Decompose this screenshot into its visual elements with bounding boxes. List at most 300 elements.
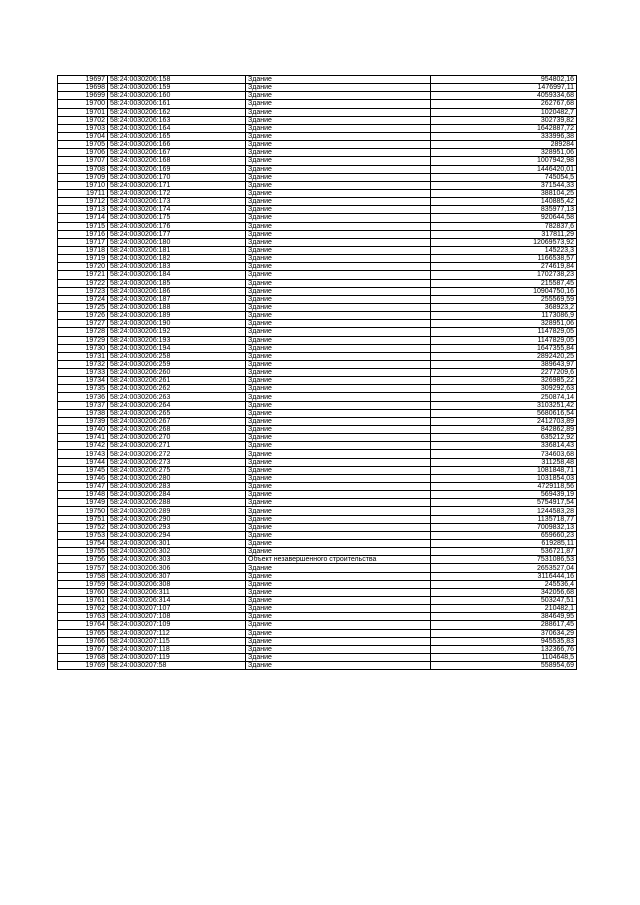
object-type-cell: Здание bbox=[246, 434, 431, 442]
cadastral-number-cell: 58:24:0030206:188 bbox=[108, 303, 246, 311]
row-number-cell: 19705 bbox=[58, 141, 108, 149]
row-number-cell: 19748 bbox=[58, 491, 108, 499]
object-type-cell: Здание bbox=[246, 181, 431, 189]
row-number-cell: 19739 bbox=[58, 417, 108, 425]
table-row bbox=[58, 222, 577, 230]
row-number-cell: 19741 bbox=[58, 434, 108, 442]
cadastral-number-cell: 58:24:0030207:112 bbox=[108, 629, 246, 637]
cadastral-number-cell: 58:24:0030206:182 bbox=[108, 255, 246, 263]
cadastral-value-cell: 1173086,9 bbox=[431, 312, 577, 320]
row-number-cell: 19713 bbox=[58, 206, 108, 214]
cadastral-number-cell: 58:24:0030206:176 bbox=[108, 222, 246, 230]
table-row bbox=[58, 295, 577, 303]
row-number-cell: 19751 bbox=[58, 515, 108, 523]
cadastral-number-cell: 58:24:0030206:314 bbox=[108, 597, 246, 605]
cadastral-number-cell: 58:24:0030206:192 bbox=[108, 328, 246, 336]
table-row bbox=[58, 385, 577, 393]
table-row bbox=[58, 92, 577, 100]
cadastral-number-cell: 58:24:0030206:267 bbox=[108, 417, 246, 425]
cadastral-number-cell: 58:24:0030206:311 bbox=[108, 588, 246, 596]
table-row bbox=[58, 141, 577, 149]
cadastral-value-cell: 1166538,57 bbox=[431, 255, 577, 263]
row-number-cell: 19758 bbox=[58, 572, 108, 580]
cadastral-value-cell: 619285,11 bbox=[431, 540, 577, 548]
table-row bbox=[58, 287, 577, 295]
object-type-cell: Здание bbox=[246, 580, 431, 588]
row-number-cell: 19734 bbox=[58, 377, 108, 385]
row-number-cell: 19733 bbox=[58, 369, 108, 377]
cadastral-number-cell: 58:24:0030206:164 bbox=[108, 124, 246, 132]
row-number-cell: 19753 bbox=[58, 531, 108, 539]
cadastral-value-cell: 145223,3 bbox=[431, 246, 577, 254]
row-number-cell: 19724 bbox=[58, 295, 108, 303]
cadastral-number-cell: 58:24:0030207:118 bbox=[108, 645, 246, 653]
object-type-cell: Здание bbox=[246, 246, 431, 254]
table-row bbox=[58, 401, 577, 409]
table-row bbox=[58, 597, 577, 605]
table-row bbox=[58, 246, 577, 254]
cadastral-value-cell: 503247,51 bbox=[431, 597, 577, 605]
table-row bbox=[58, 491, 577, 499]
cadastral-value-cell: 342056,68 bbox=[431, 588, 577, 596]
object-type-cell: Здание bbox=[246, 572, 431, 580]
cadastral-value-cell: 5680616,54 bbox=[431, 409, 577, 417]
cadastral-value-cell: 262767,68 bbox=[431, 100, 577, 108]
table-row bbox=[58, 303, 577, 311]
cadastral-number-cell: 58:24:0030206:288 bbox=[108, 499, 246, 507]
cadastral-number-cell: 58:24:0030206:306 bbox=[108, 564, 246, 572]
cadastral-number-cell: 58:24:0030206:170 bbox=[108, 173, 246, 181]
table-row bbox=[58, 198, 577, 206]
object-type-cell: Объект незавершенного строительства bbox=[246, 556, 431, 564]
object-type-cell: Здание bbox=[246, 328, 431, 336]
cadastral-value-cell: 954802,16 bbox=[431, 76, 577, 84]
cadastral-value-cell: 782837,6 bbox=[431, 222, 577, 230]
object-type-cell: Здание bbox=[246, 597, 431, 605]
cadastral-value-cell: 336814,43 bbox=[431, 442, 577, 450]
cadastral-number-cell: 58:24:0030206:163 bbox=[108, 116, 246, 124]
cadastral-number-cell: 58:24:0030206:265 bbox=[108, 409, 246, 417]
row-number-cell: 19704 bbox=[58, 132, 108, 140]
table-row bbox=[58, 360, 577, 368]
cadastral-number-cell: 58:24:0030206:181 bbox=[108, 246, 246, 254]
cadastral-value-cell: 569439,19 bbox=[431, 491, 577, 499]
table-row bbox=[58, 238, 577, 246]
table-row bbox=[58, 434, 577, 442]
table-row bbox=[58, 393, 577, 401]
cadastral-number-cell: 58:24:0030207:119 bbox=[108, 653, 246, 661]
table-row bbox=[58, 613, 577, 621]
object-type-cell: Здание bbox=[246, 637, 431, 645]
table-row bbox=[58, 653, 577, 661]
object-type-cell: Здание bbox=[246, 271, 431, 279]
row-number-cell: 19745 bbox=[58, 466, 108, 474]
cadastral-number-cell: 58:24:0030206:259 bbox=[108, 360, 246, 368]
cadastral-number-cell: 58:24:0030207:115 bbox=[108, 637, 246, 645]
row-number-cell: 19740 bbox=[58, 426, 108, 434]
cadastral-number-cell: 58:24:0030206:194 bbox=[108, 344, 246, 352]
row-number-cell: 19767 bbox=[58, 645, 108, 653]
table-row bbox=[58, 523, 577, 531]
cadastral-number-cell: 58:24:0030206:273 bbox=[108, 458, 246, 466]
cadastral-value-cell: 2412703,89 bbox=[431, 417, 577, 425]
cadastral-value-cell: 255569,59 bbox=[431, 295, 577, 303]
object-type-cell: Здание bbox=[246, 303, 431, 311]
cadastral-number-cell: 58:24:0030206:167 bbox=[108, 149, 246, 157]
object-type-cell: Здание bbox=[246, 165, 431, 173]
cadastral-value-cell: 328951,06 bbox=[431, 149, 577, 157]
cadastral-value-cell: 842862,89 bbox=[431, 426, 577, 434]
row-number-cell: 19727 bbox=[58, 320, 108, 328]
cadastral-value-cell: 3116444,16 bbox=[431, 572, 577, 580]
cadastral-number-cell: 58:24:0030206:175 bbox=[108, 214, 246, 222]
table-row bbox=[58, 263, 577, 271]
cadastral-number-cell: 58:24:0030206:160 bbox=[108, 92, 246, 100]
table-row bbox=[58, 499, 577, 507]
object-type-cell: Здание bbox=[246, 621, 431, 629]
table-row bbox=[58, 173, 577, 181]
cadastral-value-cell: 3103251,42 bbox=[431, 401, 577, 409]
object-type-cell: Здание bbox=[246, 474, 431, 482]
cadastral-number-cell: 58:24:0030206:284 bbox=[108, 491, 246, 499]
table-row bbox=[58, 426, 577, 434]
table-row bbox=[58, 483, 577, 491]
object-type-cell: Здание bbox=[246, 149, 431, 157]
row-number-cell: 19714 bbox=[58, 214, 108, 222]
row-number-cell: 19763 bbox=[58, 613, 108, 621]
table-row bbox=[58, 466, 577, 474]
cadastral-value-cell: 1081848,71 bbox=[431, 466, 577, 474]
row-number-cell: 19768 bbox=[58, 653, 108, 661]
row-number-cell: 19732 bbox=[58, 360, 108, 368]
object-type-cell: Здание bbox=[246, 108, 431, 116]
cadastral-number-cell: 58:24:0030206:261 bbox=[108, 377, 246, 385]
cadastral-value-cell: 1244583,28 bbox=[431, 507, 577, 515]
row-number-cell: 19756 bbox=[58, 556, 108, 564]
row-number-cell: 19725 bbox=[58, 303, 108, 311]
cadastral-number-cell: 58:24:0030206:260 bbox=[108, 369, 246, 377]
row-number-cell: 19716 bbox=[58, 230, 108, 238]
row-number-cell: 19760 bbox=[58, 588, 108, 596]
row-number-cell: 19737 bbox=[58, 401, 108, 409]
object-type-cell: Здание bbox=[246, 515, 431, 523]
object-type-cell: Здание bbox=[246, 499, 431, 507]
object-type-cell: Здание bbox=[246, 84, 431, 92]
cadastral-value-cell: 326985,22 bbox=[431, 377, 577, 385]
object-type-cell: Здание bbox=[246, 483, 431, 491]
table-row bbox=[58, 450, 577, 458]
cadastral-value-cell: 1135718,77 bbox=[431, 515, 577, 523]
cadastral-value-cell: 132366,76 bbox=[431, 645, 577, 653]
cadastral-number-cell: 58:24:0030206:258 bbox=[108, 352, 246, 360]
object-type-cell: Здание bbox=[246, 295, 431, 303]
cadastral-number-cell: 58:24:0030206:187 bbox=[108, 295, 246, 303]
cadastral-number-cell: 58:24:0030206:307 bbox=[108, 572, 246, 580]
cadastral-value-cell: 368923,2 bbox=[431, 303, 577, 311]
object-type-cell: Здание bbox=[246, 450, 431, 458]
cadastral-number-cell: 58:24:0030206:283 bbox=[108, 483, 246, 491]
cadastral-number-cell: 58:24:0030207:109 bbox=[108, 621, 246, 629]
table-row bbox=[58, 149, 577, 157]
table-row bbox=[58, 255, 577, 263]
cadastral-number-cell: 58:24:0030206:303 bbox=[108, 556, 246, 564]
table-row bbox=[58, 76, 577, 84]
table-row bbox=[58, 409, 577, 417]
row-number-cell: 19750 bbox=[58, 507, 108, 515]
cadastral-value-cell: 309292,63 bbox=[431, 385, 577, 393]
cadastral-value-cell: 7009832,13 bbox=[431, 523, 577, 531]
row-number-cell: 19735 bbox=[58, 385, 108, 393]
object-type-cell: Здание bbox=[246, 157, 431, 165]
cadastral-number-cell: 58:24:0030206:263 bbox=[108, 393, 246, 401]
table-row bbox=[58, 108, 577, 116]
cadastral-value-cell: 289284 bbox=[431, 141, 577, 149]
table-row bbox=[58, 312, 577, 320]
cadastral-value-cell: 2277209,6 bbox=[431, 369, 577, 377]
row-number-cell: 19718 bbox=[58, 246, 108, 254]
object-type-cell: Здание bbox=[246, 279, 431, 287]
object-type-cell: Здание bbox=[246, 189, 431, 197]
cadastral-number-cell: 58:24:0030207:58 bbox=[108, 662, 246, 670]
table-row bbox=[58, 189, 577, 197]
row-number-cell: 19720 bbox=[58, 263, 108, 271]
object-type-cell: Здание bbox=[246, 613, 431, 621]
table-row bbox=[58, 458, 577, 466]
table-row bbox=[58, 230, 577, 238]
cadastral-number-cell: 58:24:0030206:169 bbox=[108, 165, 246, 173]
row-number-cell: 19759 bbox=[58, 580, 108, 588]
object-type-cell: Здание bbox=[246, 312, 431, 320]
row-number-cell: 19757 bbox=[58, 564, 108, 572]
table-row bbox=[58, 507, 577, 515]
row-number-cell: 19752 bbox=[58, 523, 108, 531]
registry-table-body bbox=[58, 76, 577, 670]
cadastral-value-cell: 1104648,5 bbox=[431, 653, 577, 661]
cadastral-value-cell: 245536,4 bbox=[431, 580, 577, 588]
registry-table bbox=[57, 75, 577, 670]
object-type-cell: Здание bbox=[246, 369, 431, 377]
object-type-cell: Здание bbox=[246, 352, 431, 360]
cadastral-value-cell: 388104,25 bbox=[431, 189, 577, 197]
table-row bbox=[58, 336, 577, 344]
cadastral-number-cell: 58:24:0030206:270 bbox=[108, 434, 246, 442]
cadastral-number-cell: 58:24:0030206:275 bbox=[108, 466, 246, 474]
row-number-cell: 19764 bbox=[58, 621, 108, 629]
cadastral-value-cell: 1007942,98 bbox=[431, 157, 577, 165]
object-type-cell: Здание bbox=[246, 458, 431, 466]
cadastral-value-cell: 1020482,7 bbox=[431, 108, 577, 116]
cadastral-number-cell: 58:24:0030206:290 bbox=[108, 515, 246, 523]
object-type-cell: Здание bbox=[246, 540, 431, 548]
row-number-cell: 19701 bbox=[58, 108, 108, 116]
cadastral-value-cell: 10904750,16 bbox=[431, 287, 577, 295]
object-type-cell: Здание bbox=[246, 320, 431, 328]
cadastral-number-cell: 58:24:0030206:293 bbox=[108, 523, 246, 531]
object-type-cell: Здание bbox=[246, 100, 431, 108]
row-number-cell: 19729 bbox=[58, 336, 108, 344]
object-type-cell: Здание bbox=[246, 124, 431, 132]
cadastral-value-cell: 370634,29 bbox=[431, 629, 577, 637]
table-row bbox=[58, 369, 577, 377]
cadastral-number-cell: 58:24:0030206:173 bbox=[108, 198, 246, 206]
cadastral-number-cell: 58:24:0030206:262 bbox=[108, 385, 246, 393]
object-type-cell: Здание bbox=[246, 662, 431, 670]
table-row bbox=[58, 100, 577, 108]
cadastral-value-cell: 945535,83 bbox=[431, 637, 577, 645]
object-type-cell: Здание bbox=[246, 426, 431, 434]
object-type-cell: Здание bbox=[246, 336, 431, 344]
row-number-cell: 19746 bbox=[58, 474, 108, 482]
row-number-cell: 19755 bbox=[58, 548, 108, 556]
table-row bbox=[58, 417, 577, 425]
object-type-cell: Здание bbox=[246, 255, 431, 263]
table-row bbox=[58, 206, 577, 214]
object-type-cell: Здание bbox=[246, 263, 431, 271]
object-type-cell: Здание bbox=[246, 198, 431, 206]
object-type-cell: Здание bbox=[246, 605, 431, 613]
object-type-cell: Здание bbox=[246, 214, 431, 222]
cadastral-number-cell: 58:24:0030207:107 bbox=[108, 605, 246, 613]
cadastral-value-cell: 5754917,54 bbox=[431, 499, 577, 507]
cadastral-value-cell: 1147829,05 bbox=[431, 336, 577, 344]
cadastral-value-cell: 835977,13 bbox=[431, 206, 577, 214]
cadastral-number-cell: 58:24:0030206:183 bbox=[108, 263, 246, 271]
object-type-cell: Здание bbox=[246, 344, 431, 352]
object-type-cell: Здание bbox=[246, 377, 431, 385]
row-number-cell: 19719 bbox=[58, 255, 108, 263]
cadastral-number-cell: 58:24:0030206:177 bbox=[108, 230, 246, 238]
cadastral-value-cell: 734603,68 bbox=[431, 450, 577, 458]
cadastral-number-cell: 58:24:0030206:301 bbox=[108, 540, 246, 548]
cadastral-value-cell: 1446420,01 bbox=[431, 165, 577, 173]
cadastral-value-cell: 12069573,92 bbox=[431, 238, 577, 246]
table-row bbox=[58, 629, 577, 637]
object-type-cell: Здание bbox=[246, 491, 431, 499]
object-type-cell: Здание bbox=[246, 238, 431, 246]
object-type-cell: Здание bbox=[246, 393, 431, 401]
cadastral-value-cell: 1476997,11 bbox=[431, 84, 577, 92]
cadastral-number-cell: 58:24:0030206:180 bbox=[108, 238, 246, 246]
cadastral-number-cell: 58:24:0030206:308 bbox=[108, 580, 246, 588]
cadastral-number-cell: 58:24:0030206:268 bbox=[108, 426, 246, 434]
cadastral-value-cell: 2892420,25 bbox=[431, 352, 577, 360]
row-number-cell: 19747 bbox=[58, 483, 108, 491]
cadastral-value-cell: 635212,92 bbox=[431, 434, 577, 442]
cadastral-number-cell: 58:24:0030206:162 bbox=[108, 108, 246, 116]
cadastral-number-cell: 58:24:0030206:184 bbox=[108, 271, 246, 279]
object-type-cell: Здание bbox=[246, 466, 431, 474]
cadastral-value-cell: 215587,45 bbox=[431, 279, 577, 287]
row-number-cell: 19697 bbox=[58, 76, 108, 84]
cadastral-number-cell: 58:24:0030206:158 bbox=[108, 76, 246, 84]
cadastral-number-cell: 58:24:0030206:161 bbox=[108, 100, 246, 108]
cadastral-number-cell: 58:24:0030206:159 bbox=[108, 84, 246, 92]
object-type-cell: Здание bbox=[246, 287, 431, 295]
cadastral-value-cell: 920644,58 bbox=[431, 214, 577, 222]
row-number-cell: 19700 bbox=[58, 100, 108, 108]
table-row bbox=[58, 181, 577, 189]
object-type-cell: Здание bbox=[246, 76, 431, 84]
row-number-cell: 19762 bbox=[58, 605, 108, 613]
object-type-cell: Здание bbox=[246, 653, 431, 661]
table-row bbox=[58, 157, 577, 165]
cadastral-number-cell: 58:24:0030206:185 bbox=[108, 279, 246, 287]
cadastral-value-cell: 4729118,56 bbox=[431, 483, 577, 491]
row-number-cell: 19717 bbox=[58, 238, 108, 246]
cadastral-number-cell: 58:24:0030206:174 bbox=[108, 206, 246, 214]
cadastral-value-cell: 659660,23 bbox=[431, 531, 577, 539]
cadastral-number-cell: 58:24:0030206:193 bbox=[108, 336, 246, 344]
cadastral-value-cell: 7531086,53 bbox=[431, 556, 577, 564]
table-row bbox=[58, 214, 577, 222]
object-type-cell: Здание bbox=[246, 629, 431, 637]
row-number-cell: 19761 bbox=[58, 597, 108, 605]
object-type-cell: Здание bbox=[246, 385, 431, 393]
row-number-cell: 19702 bbox=[58, 116, 108, 124]
cadastral-number-cell: 58:24:0030206:166 bbox=[108, 141, 246, 149]
cadastral-number-cell: 58:24:0030206:165 bbox=[108, 132, 246, 140]
table-row bbox=[58, 165, 577, 173]
row-number-cell: 19731 bbox=[58, 352, 108, 360]
cadastral-value-cell: 371544,33 bbox=[431, 181, 577, 189]
row-number-cell: 19738 bbox=[58, 409, 108, 417]
object-type-cell: Здание bbox=[246, 132, 431, 140]
row-number-cell: 19707 bbox=[58, 157, 108, 165]
object-type-cell: Здание bbox=[246, 116, 431, 124]
table-row bbox=[58, 572, 577, 580]
table-row bbox=[58, 540, 577, 548]
table-row bbox=[58, 588, 577, 596]
cadastral-number-cell: 58:24:0030207:108 bbox=[108, 613, 246, 621]
cadastral-value-cell: 1147829,05 bbox=[431, 328, 577, 336]
cadastral-number-cell: 58:24:0030206:189 bbox=[108, 312, 246, 320]
cadastral-number-cell: 58:24:0030206:168 bbox=[108, 157, 246, 165]
cadastral-number-cell: 58:24:0030206:264 bbox=[108, 401, 246, 409]
row-number-cell: 19754 bbox=[58, 540, 108, 548]
object-type-cell: Здание bbox=[246, 222, 431, 230]
cadastral-value-cell: 536721,87 bbox=[431, 548, 577, 556]
table-row bbox=[58, 580, 577, 588]
table-row bbox=[58, 515, 577, 523]
table-row bbox=[58, 279, 577, 287]
table-row bbox=[58, 132, 577, 140]
table-row bbox=[58, 328, 577, 336]
cadastral-number-cell: 58:24:0030206:272 bbox=[108, 450, 246, 458]
table-row bbox=[58, 271, 577, 279]
row-number-cell: 19709 bbox=[58, 173, 108, 181]
object-type-cell: Здание bbox=[246, 230, 431, 238]
row-number-cell: 19744 bbox=[58, 458, 108, 466]
row-number-cell: 19722 bbox=[58, 279, 108, 287]
row-number-cell: 19698 bbox=[58, 84, 108, 92]
row-number-cell: 19765 bbox=[58, 629, 108, 637]
object-type-cell: Здание bbox=[246, 442, 431, 450]
cadastral-value-cell: 1702738,23 bbox=[431, 271, 577, 279]
object-type-cell: Здание bbox=[246, 401, 431, 409]
cadastral-number-cell: 58:24:0030206:294 bbox=[108, 531, 246, 539]
cadastral-value-cell: 333996,38 bbox=[431, 132, 577, 140]
row-number-cell: 19710 bbox=[58, 181, 108, 189]
cadastral-value-cell: 317811,29 bbox=[431, 230, 577, 238]
cadastral-number-cell: 58:24:0030206:171 bbox=[108, 181, 246, 189]
cadastral-value-cell: 140885,42 bbox=[431, 198, 577, 206]
row-number-cell: 19723 bbox=[58, 287, 108, 295]
cadastral-value-cell: 311258,48 bbox=[431, 458, 577, 466]
object-type-cell: Здание bbox=[246, 531, 431, 539]
cadastral-value-cell: 2653527,04 bbox=[431, 564, 577, 572]
object-type-cell: Здание bbox=[246, 523, 431, 531]
cadastral-value-cell: 1647355,84 bbox=[431, 344, 577, 352]
